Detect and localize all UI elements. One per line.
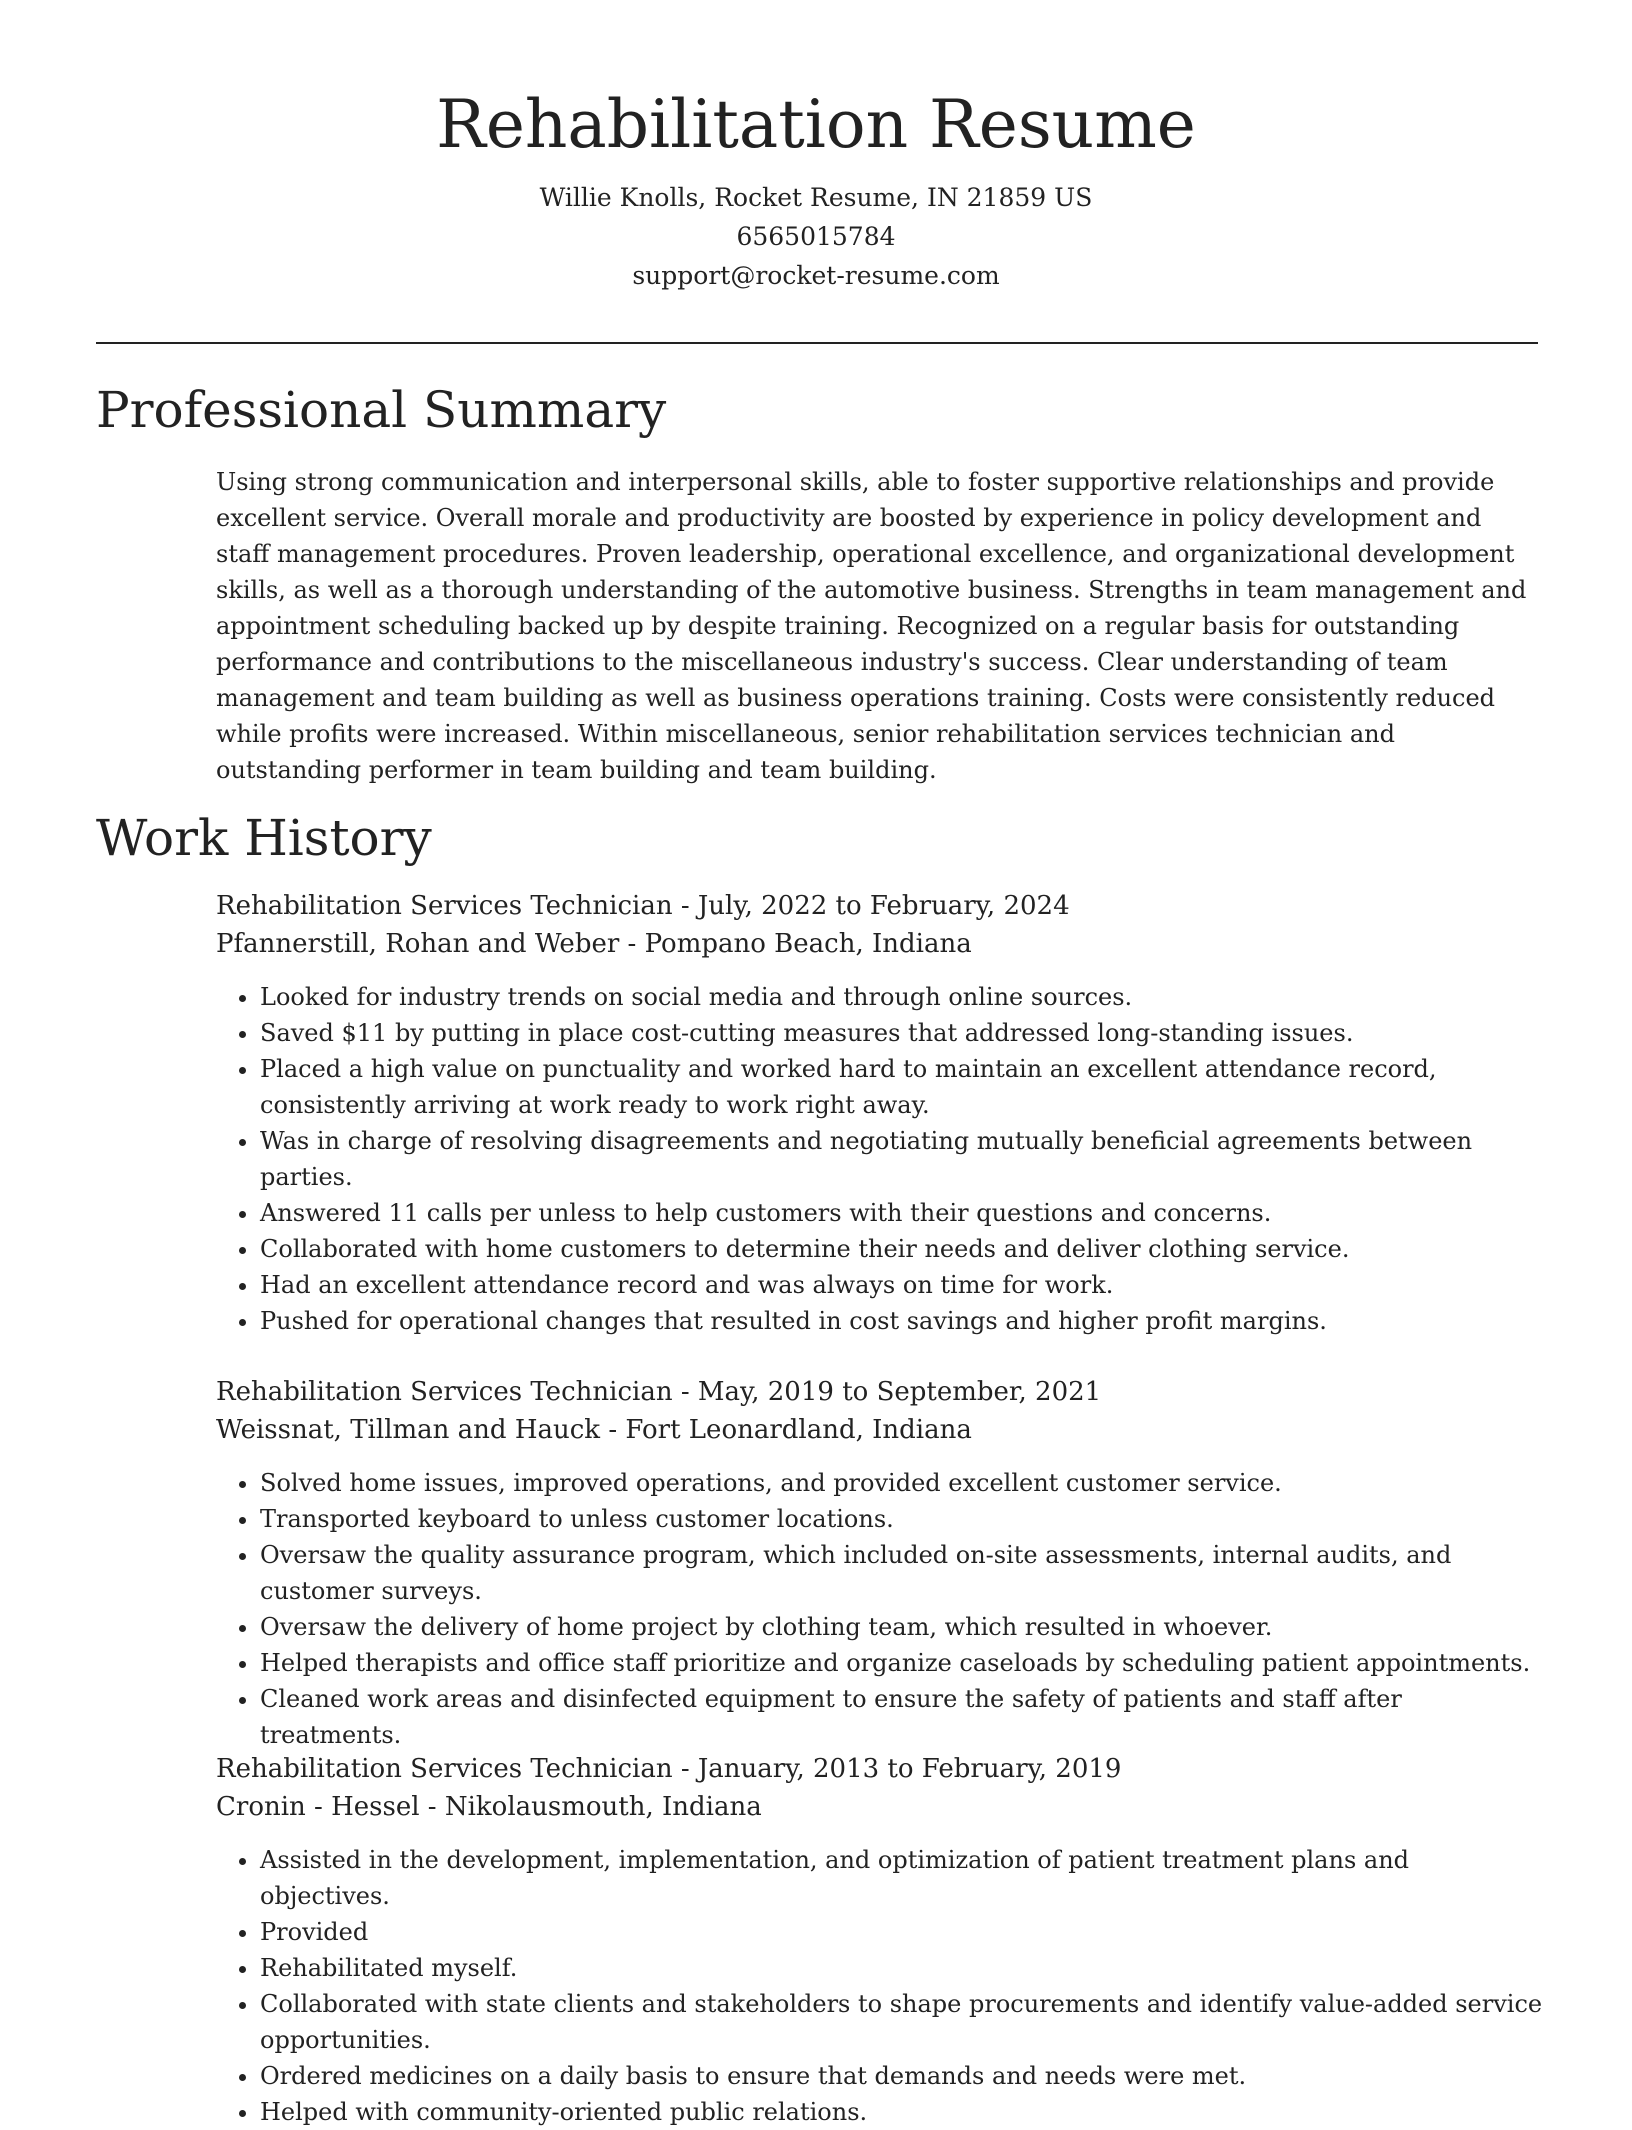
job-bullet: • Collaborated with home customers to determine their needs and deliver clothing service. <box>260 1231 1546 1267</box>
job-bullet-list <box>216 1465 1546 1753</box>
summary-text: Using strong communication and interpersonal skills, able to foster supportive relationships and provide excellent service. Overall morale and productivity are boosted by experience in policy development and staff management procedures. Proven leadership, operational excellence, and organizational development skills, as well as a thorough understanding of the automotive business. Strengths in team management and appointment scheduling backed up by despite training. Recognized on a regular basis for outstanding performance and contributions to the miscellaneous industry's success. Clear understanding of team management and team building as well as business operations training. Costs were consistently reduced while profits were increased. Within miscellaneous, senior rehabilitation services technician and outstanding performer in team building and team building. <box>216 468 1527 784</box>
contact-block <box>0 178 1632 295</box>
job-entry <box>216 1373 1546 1753</box>
job-bullet-list <box>216 1842 1546 2130</box>
job-bullet: • Looked for industry trends on social media and through online sources. <box>260 979 1546 1015</box>
job-company-line: Pfannerstill, Rohan and Weber - Pompano Beach, Indiana <box>216 929 972 959</box>
job-title-line: Rehabilitation Services Technician - May, 2019 to September, 2021 <box>216 1377 1102 1407</box>
job-bullet: • Placed a high value on punctuality and worked hard to maintain an excellent attendance record, consistently arriving at work ready to work right away. <box>260 1051 1546 1123</box>
job-bullet: • Oversaw the quality assurance program, which included on-site assessments, internal audits, and customer surveys. <box>260 1537 1546 1609</box>
job-title-line: Rehabilitation Services Technician - January, 2013 to February, 2019 <box>216 1754 1122 1784</box>
job-bullet: • Assisted in the development, implementation, and optimization of patient treatment plans and objectives. <box>260 1842 1546 1914</box>
job-bullet: • Pushed for operational changes that resulted in cost savings and higher profit margins. <box>260 1303 1546 1339</box>
contact-phone: 6565015784 <box>736 222 896 251</box>
summary-heading: Professional Summary <box>96 381 667 439</box>
job-bullet: • Rehabilitated myself. <box>260 1950 1546 1986</box>
job-entry <box>216 887 1546 1339</box>
job-bullet-list <box>216 979 1546 1339</box>
job-company-line: Cronin - Hessel - Nikolausmouth, Indiana <box>216 1792 762 1822</box>
job-bullet: • Transported keyboard to unless customer locations. <box>260 1501 1546 1537</box>
contact-address: Willie Knolls, Rocket Resume, IN 21859 US <box>539 183 1093 212</box>
contact-email: support@rocket-resume.com <box>632 261 1000 290</box>
job-entry <box>216 1750 1546 2130</box>
job-title-line: Rehabilitation Services Technician - July, 2022 to February, 2024 <box>216 891 1070 921</box>
job-bullet: • Cleaned work areas and disinfected equipment to ensure the safety of patients and staff after treatments. <box>260 1681 1546 1753</box>
job-bullet: • Collaborated with state clients and stakeholders to shape procurements and identify value-added service opportunities. <box>260 1986 1546 2058</box>
job-bullet: • Provided <box>260 1914 1546 1950</box>
job-company-line: Weissnat, Tillman and Hauck - Fort Leonardland, Indiana <box>216 1415 972 1445</box>
job-bullet: • Was in charge of resolving disagreements and negotiating mutually beneficial agreements between parties. <box>260 1123 1546 1195</box>
job-bullet: • Had an excellent attendance record and was always on time for work. <box>260 1267 1546 1303</box>
work-history-heading: Work History <box>96 809 432 867</box>
job-bullet: • Oversaw the delivery of home project by clothing team, which resulted in whoever. <box>260 1609 1546 1645</box>
job-bullet: • Helped with community-oriented public relations. <box>260 2094 1546 2130</box>
job-bullet: • Answered 11 calls per unless to help customers with their questions and concerns. <box>260 1195 1546 1231</box>
header-divider <box>96 342 1538 344</box>
job-bullet: • Ordered medicines on a daily basis to ensure that demands and needs were met. <box>260 2058 1546 2094</box>
job-bullet: • Helped therapists and office staff prioritize and organize caseloads by scheduling patient appointments. <box>260 1645 1546 1681</box>
job-bullet: • Saved $11 by putting in place cost-cutting measures that addressed long-standing issues. <box>260 1015 1546 1051</box>
job-bullet: • Solved home issues, improved operations, and provided excellent customer service. <box>260 1465 1546 1501</box>
page-title: Rehabilitation Resume <box>436 86 1196 163</box>
resume-header <box>0 80 1632 295</box>
